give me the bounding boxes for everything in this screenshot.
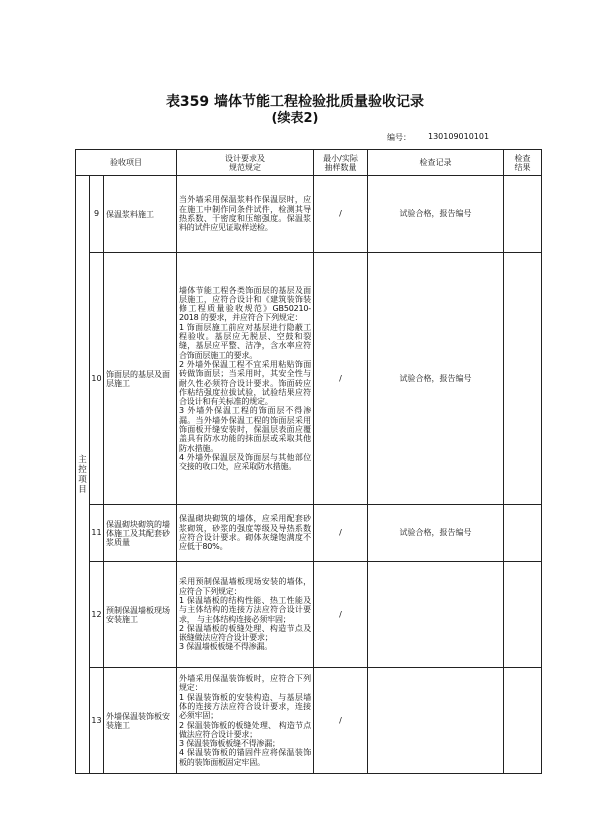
- row-number: 13: [90, 668, 104, 774]
- header-item: 验收项目: [76, 150, 177, 176]
- row-record: [368, 668, 504, 774]
- row-requirement: [177, 562, 314, 668]
- table-row: [76, 176, 542, 253]
- row-item: 保温浆料施工: [104, 176, 177, 253]
- row-result: [504, 253, 542, 505]
- row-sample: /: [314, 253, 368, 505]
- header-requirement-line2: 规范规定: [229, 162, 261, 172]
- row-item: 保温砌块砌筑的墙体施工及其配套砂浆质量: [104, 505, 177, 562]
- row-record: [368, 562, 504, 668]
- row-number: 10: [90, 253, 104, 505]
- row-number: 9: [90, 176, 104, 253]
- header-sample-line1: 最小/实际: [323, 153, 358, 163]
- doc-number-value: 130109010101: [428, 132, 490, 141]
- row-item: 外墙保温装饰板安装施工: [104, 668, 177, 774]
- row-requirement-text: 当外墙采用保温浆料作保温层时，应在施工中制作同条件试件，检测其导热系数、干密度和压缩强度。保温浆料的试件应见证取样送检。: [179, 195, 311, 233]
- section-label-cell: [76, 176, 90, 774]
- header-requirement-line1: 设计要求及: [225, 153, 265, 163]
- row-requirement: [177, 668, 314, 774]
- page-title: 表359 墙体节能工程检验批质量验收记录: [165, 94, 425, 110]
- table-row: [76, 505, 542, 562]
- row-sample: /: [314, 176, 368, 253]
- table-row: [76, 562, 542, 668]
- row-sample: /: [314, 505, 368, 562]
- page-subtitle: (续表2): [271, 111, 319, 126]
- row-record: 试验合格，报告编号: [368, 176, 504, 253]
- header-sample: [314, 150, 368, 176]
- row-number: 12: [90, 562, 104, 668]
- row-requirement: [177, 253, 314, 505]
- row-requirement-text: 外墙采用保温装饰板时，应符合下列规定： 1 保温装饰板的安装构造、与基层墙体的连接方法应符合设计要求，连接必须牢固； 2 保温装饰板的板缝处理、 构造节点做法应符合设计要求； 3 保温装饰板板缝不得渗漏； 4 保温装饰板的锚固件应将保温装饰板的装饰面板固定牢固。: [179, 674, 311, 767]
- header-sample-line2: 抽样数量: [324, 162, 357, 172]
- row-number: 11: [90, 505, 104, 562]
- row-result: [504, 562, 542, 668]
- header-row: [76, 150, 542, 176]
- header-result-line2: 结果: [514, 162, 531, 172]
- row-sample: /: [314, 668, 368, 774]
- row-requirement-text: 保温砌块砌筑的墙体，应采用配套砂浆砌筑，砂浆的强度等级及导热系数应符合设计要求。砌体灰缝饱满度不应低于80%。: [179, 514, 311, 552]
- table-row: [76, 253, 542, 505]
- row-requirement-text: 墙体节能工程各类饰面层的基层及面层施工，应符合设计和《建筑装饰装修工程质量验收规范》GB50210-2018 的要求，并应符合下列规定： 1 饰面层施工前应对基层进行隐蔽工程验收。基层应无脱层、空鼓和裂缝，基层应平整、洁净，含水率应符合饰面层施工的要求。 2 外墙外保温工程不宜采用粘贴饰面砖做饰面层；当采用时，其安全性与耐久性必须符合设计要求。饰面砖应作粘结强度拉拔试验，试验结果应符合设计和有关标准的规定。 3 外墙外保温工程的饰面层不得渗漏。当外墙外保温工程的饰面层采用饰面板开缝安装时，保温层表面应覆盖具有防水功能的抹面层或采取其他防水措施。 4 外墙外保温层及饰面层与其他部位交接的收口处，应采取防水措施。: [179, 285, 311, 472]
- header-requirement: [177, 150, 314, 176]
- row-result: [504, 176, 542, 253]
- header-result-line1: 检查: [514, 153, 531, 163]
- inspection-table: [75, 149, 542, 774]
- row-requirement-text: 采用预制保温墙板现场安装的墙体，应符合下列规定： 1 保温墙板的结构性能、热工性能及与主体结构的连接方法应符合设计要求， 与主体结构连接必须牢固； 2 保温墙板的板缝处理、构造节点及嵌缝做法应符合设计要求； 3 保温墙板板缝不得渗漏。: [179, 577, 311, 652]
- row-requirement: [177, 505, 314, 562]
- row-requirement: [177, 176, 314, 253]
- row-item: 饰面层的基层及面层施工: [104, 253, 177, 505]
- row-record: 试验合格，报告编号: [368, 505, 504, 562]
- row-record: 试验合格，报告编号: [368, 253, 504, 505]
- doc-number-label: 编号：: [387, 133, 411, 142]
- header-record: 检查记录: [368, 150, 504, 176]
- section-label: 主控项目: [78, 454, 87, 495]
- table-row: [76, 668, 542, 774]
- row-item: 预制保温墙板现场安装施工: [104, 562, 177, 668]
- header-result: [504, 150, 542, 176]
- row-result: [504, 668, 542, 774]
- row-sample: /: [314, 562, 368, 668]
- row-result: [504, 505, 542, 562]
